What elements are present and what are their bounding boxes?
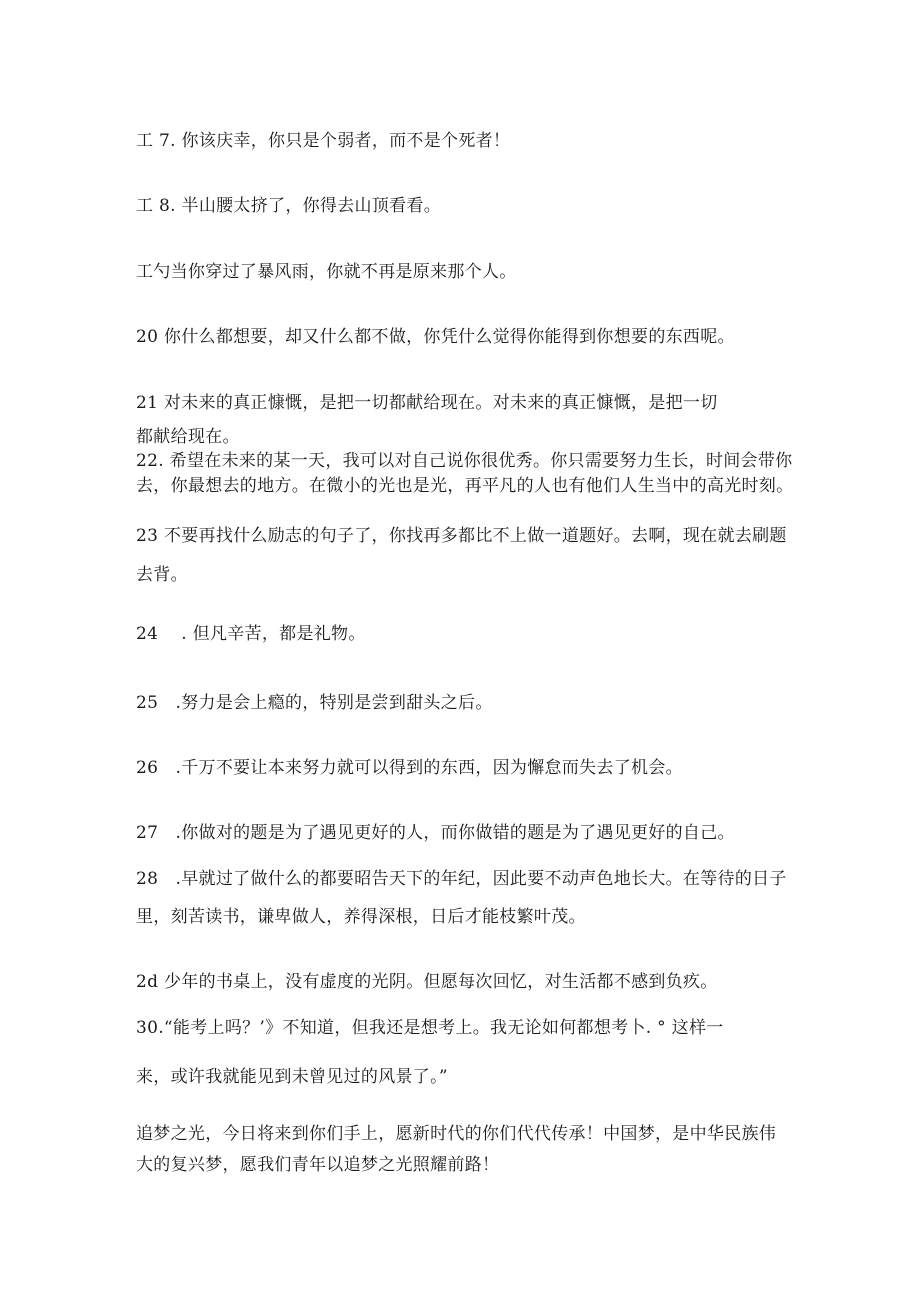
quote-23-line-1: 23 不要再找什么励志的句子了，你找再多都比不上做一道题好。去啊，现在就去刷题 xyxy=(136,526,787,546)
closing-line-1: 追梦之光，今日将来到你们手上，愿新时代的你们代代传承！中国梦，是中华民族伟 xyxy=(136,1124,777,1144)
quote-21-line-2: 都献给现在。 xyxy=(136,427,240,447)
quote-22-line-1: 22. 希望在未来的某一天，我可以对自己说你很优秀。你只需要努力生长，时间会带你 xyxy=(136,451,793,471)
quote-21-line-1: 21 对未来的真正慷慨，是把一切都献给现在。对未来的真正慷慨，是把一切 xyxy=(136,393,718,413)
quote-22-line-2: 去，你最想去的地方。在微小的光也是光，再平凡的人也有他们人生当中的高光时刻。 xyxy=(136,476,794,496)
quote-29: 2d 少年的书桌上，没有虚度的光阴。但愿每次回忆，对生活都不感到负疚。 xyxy=(136,972,718,992)
quote-17: 工 7. 你该庆幸，你只是个弱者，而不是个死者！ xyxy=(136,131,511,151)
quote-20: 20 你什么都想要，却又什么都不做，你凭什么觉得你能得到你想要的东西呢。 xyxy=(136,327,735,347)
quote-23-line-2: 去背。 xyxy=(136,565,188,585)
quote-30-line-2: 来，或许我就能见到未曾见过的风景了。” xyxy=(136,1067,448,1087)
quote-25: 25 .努力是会上瘾的，特别是尝到甜头之后。 xyxy=(136,693,493,713)
quote-28-line-1: 28 .早就过了做什么的都要昭告天下的年纪，因此要不动声色地长大。在等待的日子 xyxy=(136,869,787,889)
quote-30-line-1: 30.“能考上吗？’》不知道，但我还是想考上。我无论如何都想考卜. ° 这样一 xyxy=(136,1018,724,1038)
closing-line-2: 大的复兴梦，愿我们青年以追梦之光照耀前路！ xyxy=(136,1155,500,1175)
quote-28-line-2: 里，刻苦读书，谦卑做人，养得深根，日后才能枝繁叶茂。 xyxy=(136,907,586,927)
quote-27: 27 .你做对的题是为了遇见更好的人，而你做错的题是为了遇见更好的自己。 xyxy=(136,823,735,843)
quote-26: 26 .千万不要让本来努力就可以得到的东西，因为懈怠而失去了机会。 xyxy=(136,758,683,778)
quote-18: 工 8. 半山腰太挤了，你得去山顶看看。 xyxy=(136,196,442,216)
quote-19: 工勺当你穿过了暴风雨，你就不再是原来那个人。 xyxy=(136,262,517,282)
quote-24: 24 . 但凡辛苦，都是礼物。 xyxy=(136,624,366,644)
